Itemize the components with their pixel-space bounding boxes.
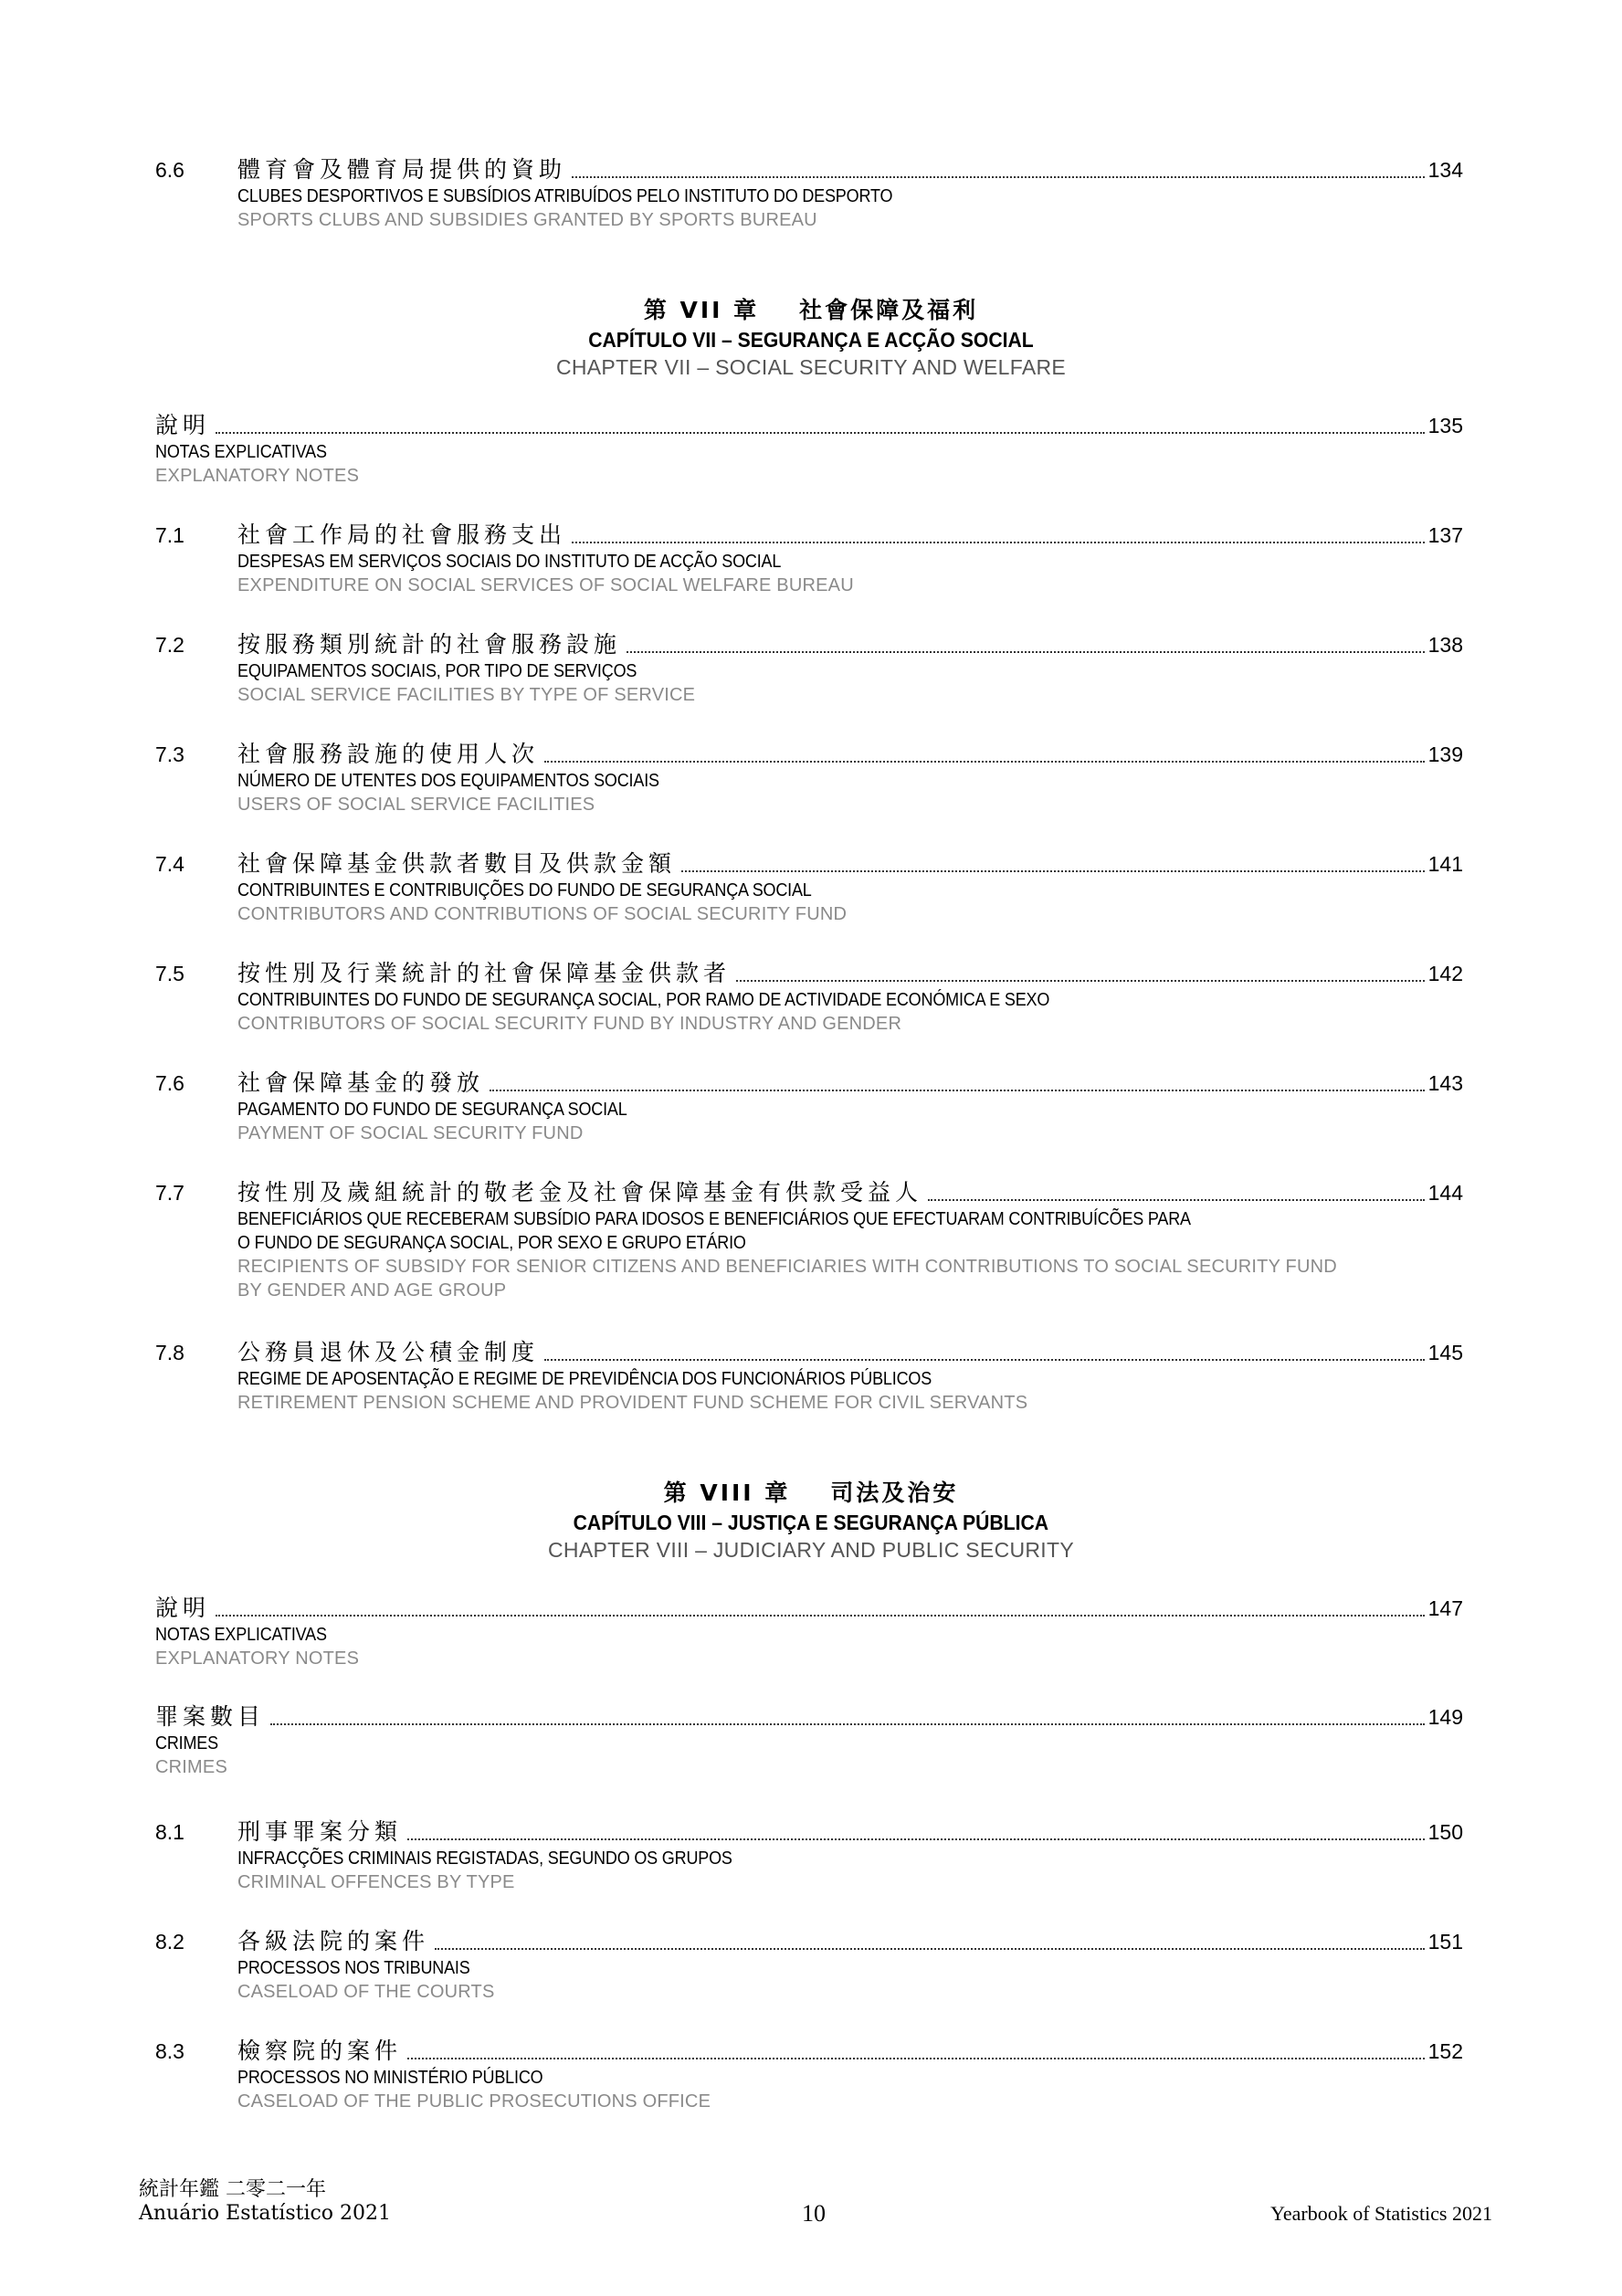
chapter-7-heading — [0, 295, 1622, 381]
toc-entry-7-5[interactable] — [155, 959, 1463, 1036]
entry-title-pt: NOTAS EXPLICATIVAS — [155, 1625, 327, 1645]
toc-entry-7-4[interactable] — [155, 849, 1463, 926]
leader-dots — [216, 1615, 1425, 1617]
chapter-title-pt: CAPÍTULO VIII – JUSTIÇA E SEGURANÇA PÚBLICA — [573, 1511, 1049, 1534]
toc-entry-7-8[interactable] — [155, 1338, 1463, 1415]
entry-number: 7.6 — [155, 1071, 184, 1095]
toc-entry-7-1[interactable] — [155, 521, 1463, 597]
chapter-title-zh: 第 VIII 章 司法及治安 — [663, 1480, 959, 1506]
entry-title-zh: 說明 — [155, 412, 211, 438]
footer-page-number: 10 — [802, 2200, 826, 2227]
entry-title-zh: 按性別及歲組統計的敬老金及社會保障基金有供款受益人 — [237, 1179, 923, 1206]
entry-title-zh: 社會保障基金的發放 — [237, 1069, 485, 1096]
entry-title-zh: 說明 — [155, 1595, 211, 1621]
entry-page: 137 — [1427, 523, 1463, 547]
entry-title-zh: 各級法院的案件 — [237, 1928, 430, 1954]
entry-page: 135 — [1427, 414, 1463, 437]
toc-entry-crimes[interactable] — [155, 1702, 1463, 1779]
entry-number: 8.3 — [155, 2039, 184, 2063]
entry-number: 7.3 — [155, 743, 184, 766]
entry-title-en: CRIMINAL OFFENCES BY TYPE — [237, 1872, 515, 1892]
footer-left — [139, 2178, 391, 2226]
entry-title-pt: NÚMERO DE UTENTES DOS EQUIPAMENTOS SOCIAIS — [237, 771, 659, 791]
entry-title-zh: 檢察院的案件 — [237, 2038, 403, 2064]
entry-title-pt: PAGAMENTO DO FUNDO DE SEGURANÇA SOCIAL — [237, 1100, 627, 1120]
entry-number: 7.7 — [155, 1181, 184, 1205]
entry-title-pt: CONTRIBUINTES E CONTRIBUIÇÕES DO FUNDO DE SEGURANÇA SOCIAL — [237, 880, 812, 900]
leader-dots — [490, 1090, 1425, 1091]
toc-entry-8-1[interactable] — [155, 1817, 1463, 1894]
entry-title-zh: 公務員退休及公積金制度 — [237, 1339, 540, 1365]
entry-number: 6.6 — [155, 158, 184, 182]
entry-title-en: CONTRIBUTORS OF SOCIAL SECURITY FUND BY INDUSTRY AND GENDER — [237, 1014, 902, 1034]
leader-dots — [572, 176, 1425, 178]
entry-title-pt: PROCESSOS NOS TRIBUNAIS — [237, 1958, 470, 1978]
entry-title-pt: EQUIPAMENTOS SOCIAIS, POR TIPO DE SERVIÇOS — [237, 661, 637, 681]
toc-entry-7-3[interactable] — [155, 740, 1463, 816]
entry-page: 152 — [1427, 2039, 1463, 2063]
entry-title-en: EXPLANATORY NOTES — [155, 466, 360, 486]
entry-page: 134 — [1427, 158, 1463, 182]
entry-title-pt: DESPESAS EM SERVIÇOS SOCIAIS DO INSTITUTO DE ACÇÃO SOCIAL — [237, 552, 782, 572]
entry-page: 144 — [1427, 1181, 1463, 1205]
entry-title-zh: 按服務類別統計的社會服務設施 — [237, 631, 622, 658]
entry-title-pt: REGIME DE APOSENTAÇÃO E REGIME DE PREVIDÊNCIA DOS FUNCIONÁRIOS PÚBLICOS — [237, 1369, 932, 1389]
entry-title-zh: 社會保障基金供款者數目及供款金額 — [237, 850, 677, 877]
toc-entry-notes-8[interactable] — [155, 1594, 1463, 1670]
leader-dots — [544, 1359, 1425, 1361]
toc-entry-7-2[interactable] — [155, 630, 1463, 707]
entry-title-pt: PROCESSOS NO MINISTÉRIO PÚBLICO — [237, 2068, 543, 2088]
leader-dots — [407, 2058, 1425, 2059]
entry-number: 7.5 — [155, 962, 184, 985]
toc-entry-7-6[interactable] — [155, 1069, 1463, 1145]
entry-title-pt: CLUBES DESPORTIVOS E SUBSÍDIOS ATRIBUÍDOS PELO INSTITUTO DO DESPORTO — [237, 186, 893, 206]
entry-title-zh: 按性別及行業統計的社會保障基金供款者 — [237, 960, 732, 986]
entry-title-en: PAYMENT OF SOCIAL SECURITY FUND — [237, 1123, 584, 1143]
toc-entry-6-6[interactable] — [155, 155, 1463, 232]
entry-page: 150 — [1427, 1820, 1463, 1844]
toc-entry-8-3[interactable] — [155, 2037, 1463, 2113]
entry-title-pt: INFRACÇÕES CRIMINAIS REGISTADAS, SEGUNDO OS GRUPOS — [237, 1848, 732, 1869]
entry-number: 7.2 — [155, 633, 184, 657]
entry-title-en: EXPENDITURE ON SOCIAL SERVICES OF SOCIAL WELFARE BUREAU — [237, 575, 854, 595]
leader-dots — [216, 432, 1425, 434]
entry-title-en: RETIREMENT PENSION SCHEME AND PROVIDENT FUND SCHEME FOR CIVIL SERVANTS — [237, 1393, 1028, 1413]
leader-dots — [627, 651, 1425, 653]
entry-title-zh: 體育會及體育局提供的資助 — [237, 156, 567, 183]
chapter-8-heading — [0, 1478, 1622, 1564]
leader-dots — [736, 980, 1425, 982]
entry-title-zh: 社會服務設施的使用人次 — [237, 741, 540, 767]
toc-entry-7-7[interactable] — [155, 1178, 1463, 1302]
entry-page: 151 — [1427, 1930, 1463, 1954]
entry-page: 138 — [1427, 633, 1463, 657]
entry-page: 139 — [1427, 743, 1463, 766]
entry-title-zh: 刑事罪案分類 — [237, 1818, 403, 1845]
entry-page: 141 — [1427, 852, 1463, 876]
entry-title-pt: CRIMES — [155, 1733, 218, 1754]
entry-title-en: EXPLANATORY NOTES — [155, 1648, 360, 1669]
entry-title-zh: 社會工作局的社會服務支出 — [237, 521, 567, 548]
leader-dots — [435, 1948, 1425, 1950]
entry-title-en: CONTRIBUTORS AND CONTRIBUTIONS OF SOCIAL SECURITY FUND — [237, 904, 848, 924]
entry-number: 7.1 — [155, 523, 184, 547]
entry-number: 7.4 — [155, 852, 184, 876]
entry-page: 143 — [1427, 1071, 1463, 1095]
footer-title-pt: Anuário Estatístico 2021 — [139, 2202, 392, 2225]
entry-title-en: CASELOAD OF THE PUBLIC PROSECUTIONS OFFICE — [237, 2091, 711, 2112]
chapter-title-en: CHAPTER VII – SOCIAL SECURITY AND WELFARE — [555, 355, 1067, 379]
entry-page: 142 — [1427, 962, 1463, 985]
footer-title-en: Yearbook of Statistics 2021 — [1270, 2202, 1492, 2225]
leader-dots — [544, 761, 1425, 763]
toc-entry-notes-7[interactable] — [155, 411, 1463, 488]
entry-title-pt-line2: O FUNDO DE SEGURANÇA SOCIAL, POR SEXO E GRUPO ETÁRIO — [237, 1233, 746, 1253]
footer-title-zh: 統計年鑑 二零二一年 — [139, 2178, 326, 2201]
chapter-title-en: CHAPTER VIII – JUDICIARY AND PUBLIC SECURITY — [548, 1538, 1074, 1562]
entry-number: 7.8 — [155, 1341, 184, 1364]
entry-title-en: CRIMES — [155, 1757, 227, 1777]
entry-title-zh: 罪案數目 — [155, 1703, 266, 1730]
entry-title-en: SPORTS CLUBS AND SUBSIDIES GRANTED BY SPORTS BUREAU — [237, 210, 817, 230]
leader-dots — [928, 1199, 1425, 1201]
entry-number: 8.1 — [155, 1820, 184, 1844]
leader-dots — [407, 1838, 1425, 1840]
entry-title-en: RECIPIENTS OF SUBSIDY FOR SENIOR CITIZENS AND BENEFICIARIES WITH CONTRIBUTIONS TO SOCIAL SECURITY FUND — [237, 1257, 1337, 1277]
entry-title-en-line2: BY GENDER AND AGE GROUP — [237, 1280, 507, 1301]
leader-dots — [572, 542, 1425, 543]
entry-page: 145 — [1427, 1341, 1463, 1364]
leader-dots — [681, 870, 1425, 872]
leader-dots — [270, 1723, 1425, 1725]
entry-page: 147 — [1427, 1596, 1463, 1620]
toc-entry-8-2[interactable] — [155, 1927, 1463, 2004]
entry-title-pt: BENEFICIÁRIOS QUE RECEBERAM SUBSÍDIO PARA IDOSOS E BENEFICIÁRIOS QUE EFECTUARAM CONTRIBUÍCÕES PARA — [237, 1209, 1191, 1229]
chapter-title-zh: 第 VII 章 社會保障及福利 — [643, 297, 979, 323]
chapter-title-pt: CAPÍTULO VII – SEGURANÇA E ACÇÃO SOCIAL — [588, 328, 1034, 352]
entry-title-en: CASELOAD OF THE COURTS — [237, 1982, 495, 2002]
entry-page: 149 — [1427, 1705, 1463, 1729]
entry-number: 8.2 — [155, 1930, 184, 1954]
entry-title-pt: NOTAS EXPLICATIVAS — [155, 442, 327, 462]
entry-title-en: USERS OF SOCIAL SERVICE FACILITIES — [237, 795, 595, 815]
entry-title-en: SOCIAL SERVICE FACILITIES BY TYPE OF SERVICE — [237, 685, 696, 705]
entry-title-pt: CONTRIBUINTES DO FUNDO DE SEGURANÇA SOCIAL, POR RAMO DE ACTIVIDADE ECONÓMICA E SEXO — [237, 990, 1050, 1010]
